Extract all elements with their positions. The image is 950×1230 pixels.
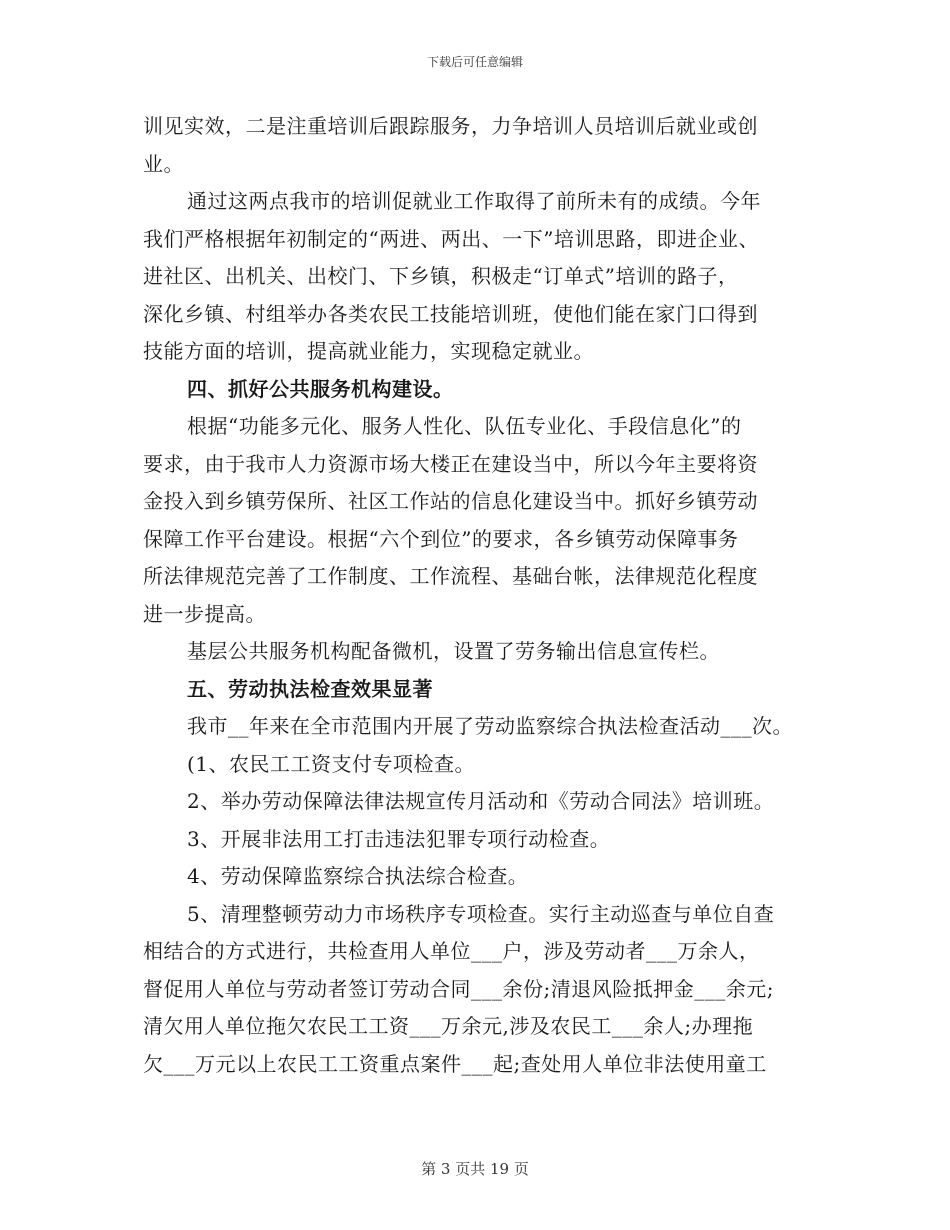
paragraph-line: 欠___万元以上农民工工资重点案件___起;查处用人单位非法使用童工: [143, 1051, 767, 1076]
paragraph-line: 4、劳动保障监察综合执法综合检查。: [187, 864, 529, 888]
paragraph-line: 业。: [143, 151, 184, 176]
paragraph-line: 我市__年来在全市范围内开展了劳动监察综合执法检查活动___次。: [187, 714, 793, 738]
paragraph-line: 进社区、出机关、出校门、下乡镇，积极走“订单式”培训的路子，: [143, 264, 739, 288]
paragraph-line: 基层公共服务机构配备微机，设置了劳务输出信息宣传栏。: [187, 639, 720, 663]
paragraph-line: 相结合的方式进行，共检查用人单位___户，涉及劳动者___万余人，: [143, 939, 760, 963]
section-heading: 四、抓好公共服务机构建设。: [187, 376, 454, 401]
paragraph-line: 5、清理整顿劳动力市场秩序专项检查。实行主动巡查与单位自查: [187, 901, 775, 926]
paragraph-line: 2、举办劳动保障法律法规宣传月活动和《劳动合同法》培训班。: [187, 789, 775, 813]
paragraph-line: 进一步提高。: [143, 601, 266, 626]
paragraph-line: 通过这两点我市的培训促就业工作取得了前所未有的成绩。今年: [187, 189, 761, 213]
paragraph-line: 所法律规范完善了工作制度、工作流程、基础台帐，法律规范化程度: [143, 564, 758, 588]
paragraph-line: 深化乡镇、村组举办各类农民工技能培训班，使他们能在家门口得到: [143, 301, 758, 326]
document-body: [143, 108, 823, 1083]
paragraph-line: 我们严格根据年初制定的“两进、两出、一下”培训思路，即进企业、: [143, 226, 759, 251]
paragraph-line: 保障工作平台建设。根据“六个到位”的要求，各乡镇劳动保障事务: [143, 526, 739, 551]
paragraph-line: 训见实效，二是注重培训后跟踪服务，力争培训人员培训后就业或创: [143, 114, 758, 138]
page-header-note: 下载后可任意编辑: [426, 55, 523, 69]
page-footer-number: 第 3 页共 19 页: [421, 1160, 529, 1178]
paragraph-line: (1、农民工工资支付专项检查。: [187, 751, 476, 776]
paragraph-line: 清欠用人单位拖欠农民工工资___万余元,涉及农民工___余人;办理拖: [143, 1014, 754, 1038]
paragraph-line: 根据“功能多元化、服务人性化、队伍专业化、手段信息化”的: [187, 414, 742, 438]
paragraph-line: 技能方面的培训，提高就业能力，实现稳定就业。: [143, 339, 594, 363]
paragraph-line: 金投入到乡镇劳保所、社区工作站的信息化建设当中。抓好乡镇劳动: [143, 489, 758, 513]
paragraph-line: 要求，由于我市人力资源市场大楼正在建设当中，所以今年主要将资: [143, 451, 758, 476]
paragraph-line: 督促用人单位与劳动者签订劳动合同___余份;清退风险抵押金___余元;: [143, 976, 774, 1001]
paragraph-line: 3、开展非法用工打击违法犯罪专项行动检查。: [187, 826, 611, 851]
section-heading: 五、劳动执法检查效果显著: [187, 676, 433, 701]
